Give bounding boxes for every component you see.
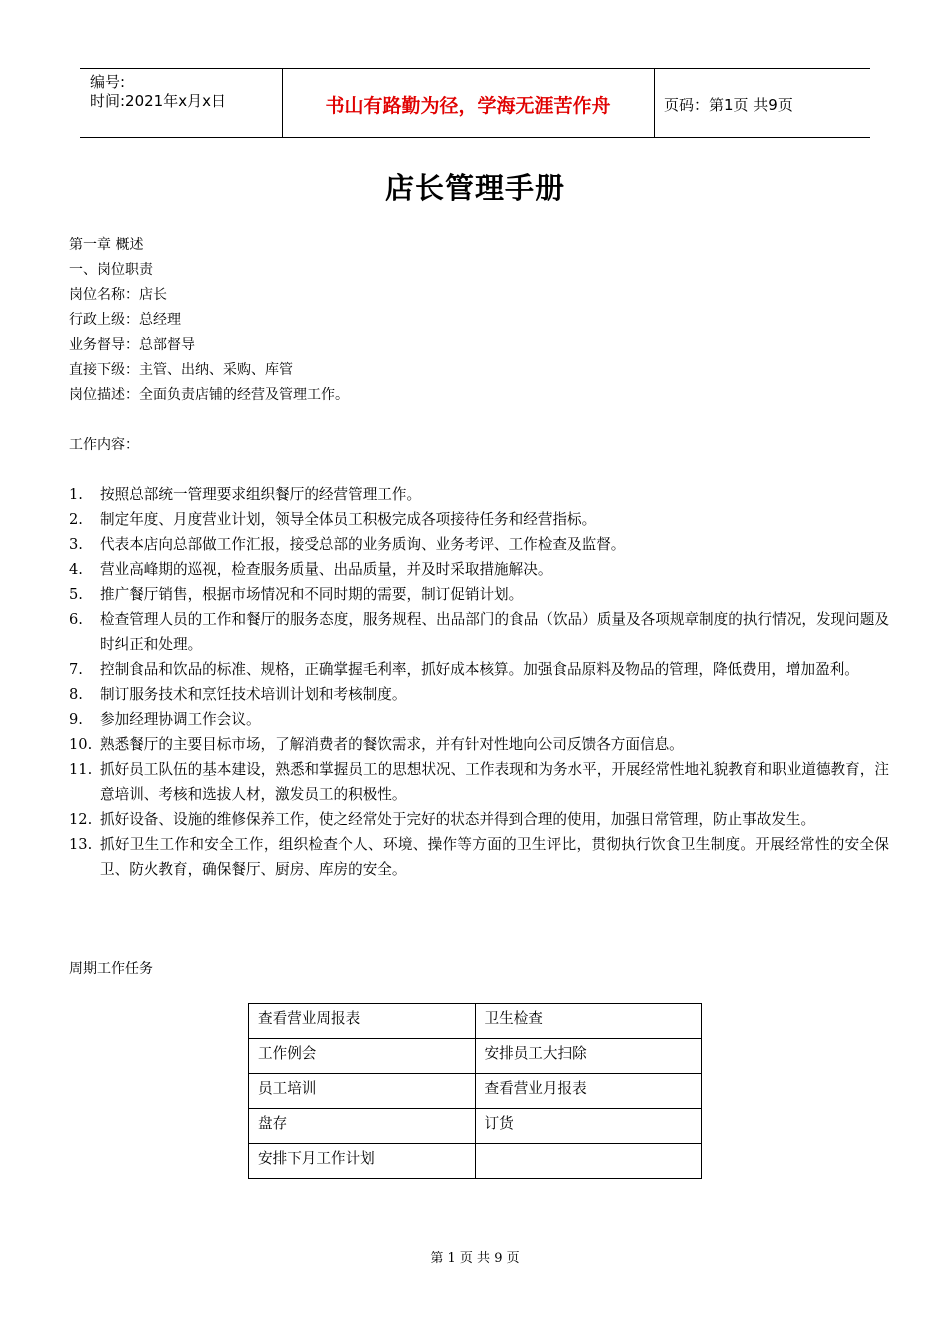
table-cell: 订货 <box>475 1109 702 1144</box>
list-item-text: 营业高峰期的巡视，检查服务质量、出品质量，并及时采取措施解决。 <box>100 561 553 578</box>
document-title: 店长管理手册 <box>384 171 565 205</box>
table-cell <box>475 1144 702 1179</box>
list-item-text: 参加经理协调工作会议。 <box>100 711 261 728</box>
intro-line: 业务督导：总部督导 <box>69 337 195 353</box>
time-label: 时间:2021年x月x日 <box>90 92 226 110</box>
list-item-text: 控制食品和饮品的标准、规格，正确掌握毛利率，抓好成本核算。加强食品原料及物品的管理，降低费用，增加盈利。 <box>100 661 859 678</box>
work-items-list <box>69 482 889 882</box>
table-row <box>249 1039 702 1074</box>
list-item-text: 按照总部统一管理要求组织餐厅的经营管理工作。 <box>100 486 422 503</box>
list-item <box>69 732 889 757</box>
header-page-info: 页码：第1页 共9页 <box>664 96 793 114</box>
table-row <box>249 1074 702 1109</box>
list-item-text: 抓好员工队伍的基本建设，熟悉和掌握员工的思想状况、工作表现和为务水平，开展经常性地礼貌教育和职业道德教育，注意培训、考核和选拔人材，激发员工的积极性。 <box>100 761 889 803</box>
intro-line: 岗位描述：全面负责店铺的经营及管理工作。 <box>69 387 349 403</box>
intro-line: 一、岗位职责 <box>69 262 153 278</box>
periodic-heading: 周期工作任务 <box>69 961 153 977</box>
table-row <box>249 1004 702 1039</box>
list-item-text: 代表本店向总部做工作汇报，接受总部的业务质询、业务考评、工作检查及监督。 <box>100 536 626 553</box>
table-cell: 查看营业周报表 <box>249 1004 476 1039</box>
list-item <box>69 807 889 832</box>
list-item-text: 制订服务技术和烹饪技术培训计划和考核制度。 <box>100 686 407 703</box>
table-cell: 安排员工大扫除 <box>475 1039 702 1074</box>
list-item-number: 13. <box>69 836 93 853</box>
table-cell: 盘存 <box>249 1109 476 1144</box>
header-motto: 书山有路勤为径，学海无涯苦作舟 <box>325 95 611 117</box>
table-cell: 员工培训 <box>249 1074 476 1109</box>
list-item <box>69 707 889 732</box>
number-label: 编号: <box>90 73 126 91</box>
table-row <box>249 1109 702 1144</box>
list-item <box>69 507 889 532</box>
list-item-text: 检查管理人员的工作和餐厅的服务态度，服务规程、出品部门的食品（饮品）质量及各项规章制度的执行情况，发现问题及时纠正和处理。 <box>100 611 889 653</box>
header-meta <box>90 73 226 111</box>
table-row <box>249 1144 702 1179</box>
periodic-task-table <box>248 1003 702 1179</box>
list-item-text: 熟悉餐厅的主要目标市场，了解消费者的餐饮需求，并有针对性地向公司反馈各方面信息。 <box>100 736 684 753</box>
list-item-number: 6. <box>69 611 83 628</box>
list-item-number: 2. <box>69 511 83 528</box>
list-item-number: 1. <box>69 486 83 503</box>
list-item-text: 抓好设备、设施的维修保养工作，使之经常处于完好的状态并得到合理的使用，加强日常管理，防止事故发生。 <box>100 811 816 828</box>
list-item-number: 8. <box>69 686 83 703</box>
list-item <box>69 682 889 707</box>
list-item-number: 3. <box>69 536 83 553</box>
list-item-text: 推广餐厅销售，根据市场情况和不同时期的需要，制订促销计划。 <box>100 586 524 603</box>
list-item-number: 10. <box>69 736 93 753</box>
table-cell: 卫生检查 <box>475 1004 702 1039</box>
table-cell: 安排下月工作计划 <box>249 1144 476 1179</box>
list-item-text: 制定年度、月度营业计划，领导全体员工积极完成各项接待任务和经营指标。 <box>100 511 597 528</box>
list-item-number: 5. <box>69 586 83 603</box>
intro-line: 行政上级：总经理 <box>69 312 181 328</box>
intro-section <box>69 233 349 408</box>
header-bar <box>80 68 870 138</box>
list-item <box>69 482 889 507</box>
list-item <box>69 607 889 657</box>
list-item-number: 11. <box>69 761 93 778</box>
work-content-heading: 工作内容： <box>69 437 139 453</box>
list-item-number: 7. <box>69 661 83 678</box>
list-item <box>69 757 889 807</box>
list-item <box>69 557 889 582</box>
list-item-number: 9. <box>69 711 83 728</box>
intro-line: 直接下级：主管、出纳、采购、库管 <box>69 362 293 378</box>
intro-line: 第一章 概述 <box>69 237 144 253</box>
table-cell: 工作例会 <box>249 1039 476 1074</box>
list-item <box>69 832 889 882</box>
list-item <box>69 582 889 607</box>
list-item <box>69 657 889 682</box>
list-item-number: 4. <box>69 561 83 578</box>
page-footer: 第 1 页 共 9 页 <box>430 1251 520 1266</box>
list-item-text: 抓好卫生工作和安全工作，组织检查个人、环境、操作等方面的卫生评比，贯彻执行饮食卫生制度。开展经常性的安全保卫、防火教育，确保餐厅、厨房、库房的安全。 <box>100 836 889 878</box>
list-item <box>69 532 889 557</box>
header-divider <box>654 69 655 137</box>
list-item-number: 12. <box>69 811 93 828</box>
table-cell: 查看营业月报表 <box>475 1074 702 1109</box>
intro-line: 岗位名称：店长 <box>69 287 167 303</box>
